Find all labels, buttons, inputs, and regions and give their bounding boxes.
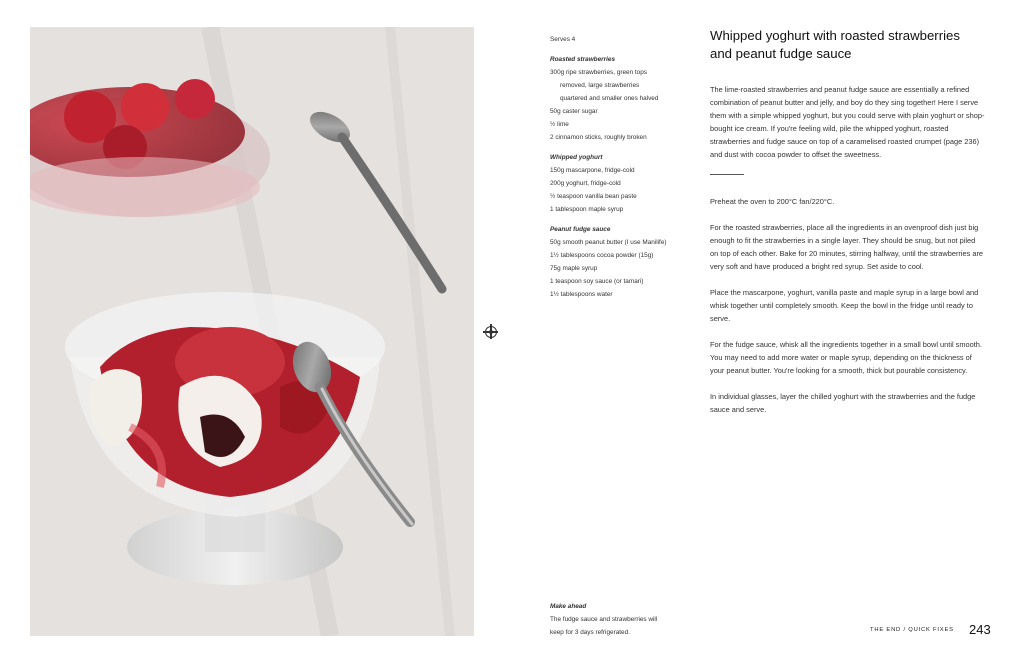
ingredient-item: 1 teaspoon soy sauce (or tamari) (550, 278, 644, 285)
ingredients-column (550, 33, 690, 301)
method-step: For the fudge sauce, whisk all the ingredients together in a small bowl until smooth. You may need to add more water or maple syrup, depending on the thickness of your peanut butter. You're looking for a smooth, thick but pourable consistency. (710, 340, 982, 375)
recipe-photo (30, 27, 474, 636)
method-step: For the roasted strawberries, place all the ingredients in an ovenproof dish just big enough to fit the strawberries in a single layer. They should be snug, but not piled on top of each other. Bake for 20 minutes, stirring halfway, until the strawberries are very soft and have produced a bright red syrup. Set aside to cool. (710, 223, 984, 271)
ingredient-item: ½ teaspoon vanilla bean paste (550, 193, 637, 200)
method-step: In individual glasses, layer the chilled yoghurt with the strawberries and the fudge sauce and serve. (710, 392, 976, 414)
make-ahead-note (550, 600, 690, 639)
page-number: 243 (969, 622, 991, 637)
make-ahead-line: The fudge sauce and strawberries will (550, 616, 658, 623)
method-step: Preheat the oven to 200°C fan/220°C. (710, 197, 835, 206)
ingredient-item: 1½ tablespoons water (550, 291, 613, 298)
ingredient-item: 150g mascarpone, fridge-cold (550, 167, 635, 174)
ingredient-item: 300g ripe strawberries, green tops (550, 69, 647, 76)
ingredient-item: 1½ tablespoons cocoa powder (15g) (550, 252, 654, 259)
ingredient-group-heading: Peanut fudge sauce (550, 226, 611, 233)
registration-mark-icon (485, 326, 497, 338)
ingredient-item: 1 tablespoon maple syrup (550, 206, 624, 213)
section-divider (710, 174, 744, 175)
method-step: Place the mascarpone, yoghurt, vanilla paste and maple syrup in a large bowl and whisk together until completely smooth. Keep the bowl in the fridge until ready to serve. (710, 288, 979, 323)
running-footer: THE END / QUICK FIXES (870, 627, 954, 633)
ingredient-item: 75g maple syrup (550, 265, 598, 272)
ingredient-item: 200g yoghurt, fridge-cold (550, 180, 621, 187)
ingredient-item: ½ lime (550, 121, 569, 128)
make-ahead-heading: Make ahead (550, 603, 587, 610)
ingredient-group-heading: Roasted strawberries (550, 56, 615, 63)
ingredient-group-heading: Whipped yoghurt (550, 154, 603, 161)
recipe-title: Whipped yoghurt with roasted strawberries and peanut fudge sauce (710, 28, 960, 61)
ingredient-item: quartered and smaller ones halved (560, 95, 659, 102)
serves-label: Serves 4 (550, 36, 576, 43)
ingredient-item: removed, large strawberries (560, 82, 640, 89)
recipe-intro: The lime-roasted strawberries and peanut fudge sauce are essentially a refined combination of peanut butter and jelly, and boy do they sing together! Here I serve them with a simple whipped yoghurt, but you could serve with plain yoghurt or shop-bought ice cream. If you're feeling wild, pile the whipped yoghurt, roasted strawberries and fudge sauce on top of a caramelised roasted crumpet (page 236) and dust with cocoa powder to offset the sweetness. (710, 85, 985, 159)
make-ahead-line: keep for 3 days refrigerated. (550, 629, 630, 636)
ingredient-item: 50g caster sugar (550, 108, 598, 115)
ingredient-item: 2 cinnamon sticks, roughly broken (550, 134, 647, 141)
method-column (710, 83, 985, 429)
ingredient-item: 50g smooth peanut butter (I use Manilife) (550, 239, 667, 246)
